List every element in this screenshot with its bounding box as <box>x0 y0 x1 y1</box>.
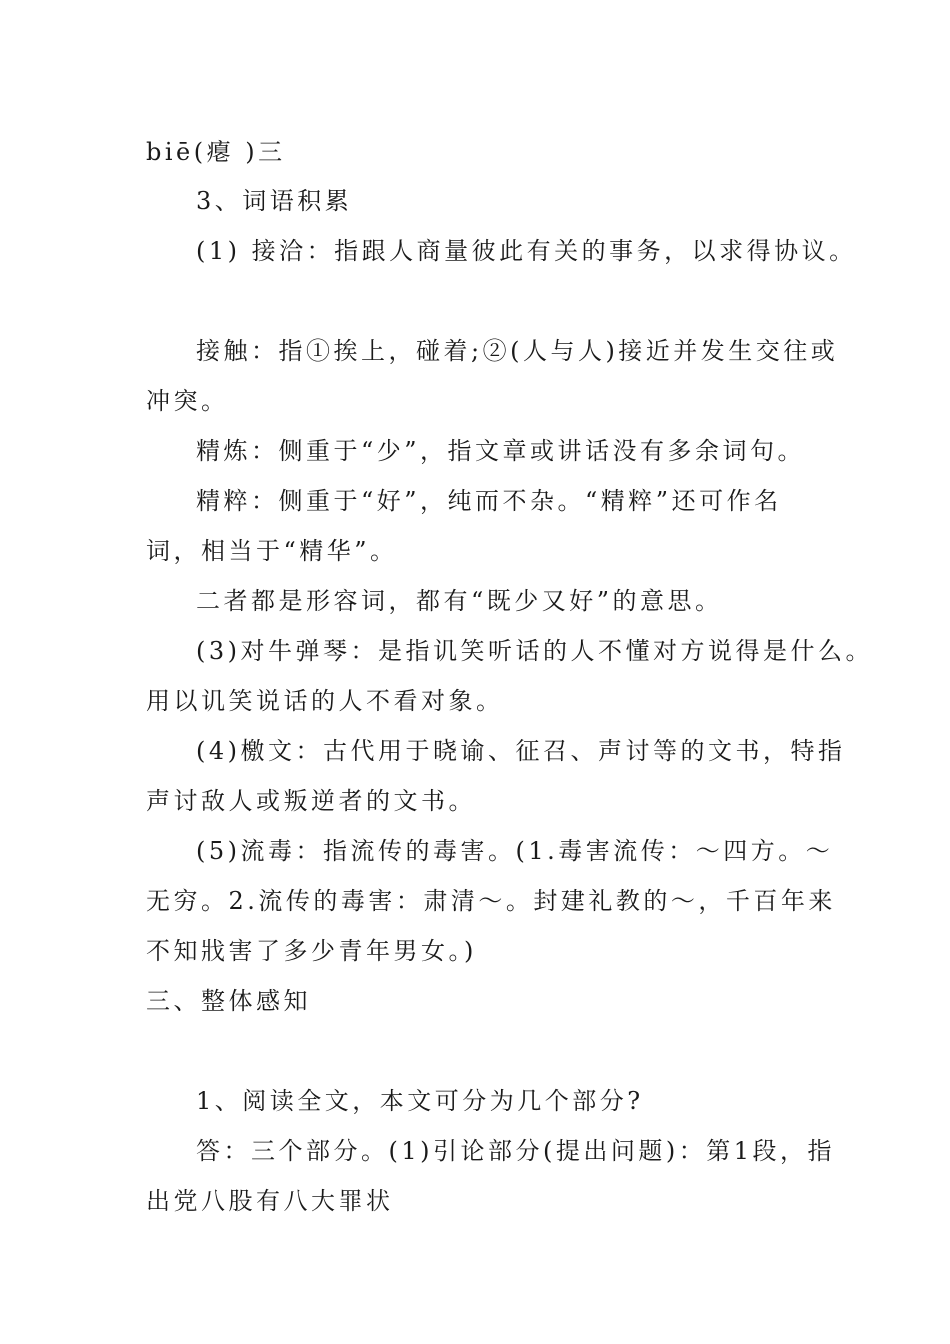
answer-line: 出党八股有八大罪状 <box>146 1187 394 1215</box>
answer-line: 答：三个部分。(1)引论部分(提出问题)：第1段，指 <box>196 1137 835 1165</box>
paragraph-line: 二者都是形容词，都有“既少又好”的意思。 <box>196 587 723 615</box>
paragraph-line: 精粹：侧重于“好”，纯而不杂。“精粹”还可作名 <box>196 487 782 515</box>
paragraph-line: (5)流毒：指流传的毒害。(1.毒害流传：～四方。～ <box>196 837 834 865</box>
paragraph-line: 用以讥笑说话的人不看对象。 <box>146 687 504 715</box>
paragraph-line: 无穷。2.流传的毒害：肃清～。封建礼教的～，千百年来 <box>146 887 836 915</box>
paragraph-line: 精炼：侧重于“少”，指文章或讲话没有多余词句。 <box>196 437 806 465</box>
paragraph-line: (4)檄文：古代用于晓谕、征召、声讨等的文书，特指 <box>196 737 846 765</box>
paragraph-line: (1) 接洽：指跟人商量彼此有关的事务，以求得协议。 <box>196 237 857 265</box>
pinyin-line: biē(瘪 )三 <box>146 138 286 166</box>
paragraph-line: 冲突。 <box>146 387 229 415</box>
paragraph-line: 不知戕害了多少青年男女。) <box>146 937 477 965</box>
paragraph-line: 词，相当于“精华”。 <box>146 537 398 565</box>
question-line: 1、阅读全文，本文可分为几个部分? <box>196 1087 644 1115</box>
section-heading-overview: 三、整体感知 <box>146 987 311 1015</box>
paragraph-line: 声讨敌人或叛逆者的文书。 <box>146 787 476 815</box>
paragraph-line: 接触：指①挨上，碰着;②(人与人)接近并发生交往或 <box>196 337 839 365</box>
paragraph-line: (3)对牛弹琴：是指讥笑听话的人不懂对方说得是什么。 <box>196 637 873 665</box>
section-heading-vocabulary: 3、词语积累 <box>196 187 353 215</box>
